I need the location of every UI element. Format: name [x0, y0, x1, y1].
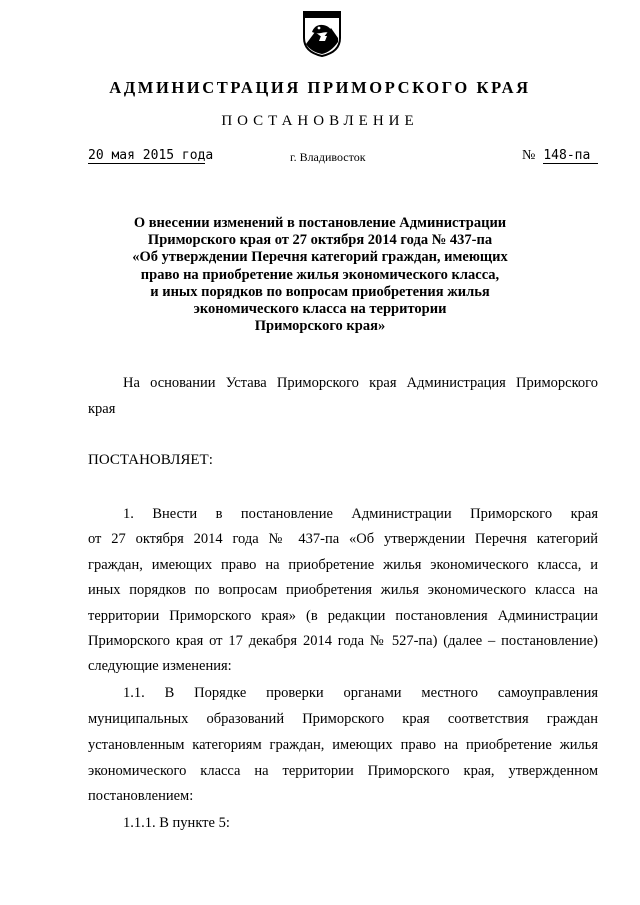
city: г. Владивосток: [290, 150, 366, 164]
title-line: право на приобретение жилья экономического класса,: [140, 266, 500, 283]
item-1-1-line: постановлением:: [88, 788, 194, 804]
item-1-1-line: 1.1. В Порядке проверки органами местного самоуправления: [123, 685, 598, 701]
title-line: Приморского края от 27 октября 2014 года № 437-па: [147, 232, 493, 249]
item-1-1-line: муниципальных образований Приморского края соответствия граждан: [88, 711, 598, 727]
document-date: [88, 148, 214, 164]
preamble-line: края: [88, 401, 116, 417]
title-line: экономического класса на территории: [193, 301, 447, 318]
item-1-line: от 27 октября 2014 года № 437-па «Об утверждении Перечня категорий: [88, 531, 598, 547]
title-line: «Об утверждении Перечня категорий граждан, имеющих: [132, 249, 508, 266]
item-1-1-line: экономического класса на территории Приморского края, утвержденном: [88, 763, 598, 779]
item-1-1-line: установленным категориям граждан, имеющих право на приобретение жилья: [88, 737, 598, 753]
date-value: 20 мая 2015 года: [88, 148, 214, 163]
resolves-heading: ПОСТАНОВЛЯЕТ:: [88, 452, 213, 468]
item-1-line: территории Приморского края» (в редакции постановления Администрации: [88, 608, 598, 624]
item-1-line: следующие изменения:: [88, 658, 232, 674]
preamble-line: На основании Устава Приморского края Администрация Приморского: [123, 375, 598, 391]
item-1-1-1: 1.1.1. В пункте 5:: [123, 815, 230, 831]
coat-of-arms-icon: [301, 8, 343, 58]
item-1-line: 1. Внести в постановление Администрации Приморского края: [123, 506, 598, 522]
title-line: и иных порядков по вопросам приобретения жилья: [150, 283, 490, 300]
item-1-line: иных порядков по вопросам приобретения жилья экономического класса на: [88, 582, 598, 598]
number-symbol: №: [522, 148, 536, 163]
organization-name: АДМИНИСТРАЦИЯ ПРИМОРСКОГО КРАЯ: [109, 78, 531, 97]
item-1-line: граждан, имеющих право на приобретение жилья экономического класса, и: [88, 557, 598, 573]
number-value: 148-па: [543, 148, 598, 164]
item-1-line: Приморского края от 17 декабря 2014 года № 527-па) (далее – постановление): [88, 633, 598, 649]
title-line: О внесении изменений в постановление Администрации: [133, 215, 507, 231]
title-line: Приморского края»: [254, 318, 386, 335]
document-title: [110, 215, 530, 335]
document-number: [522, 148, 598, 164]
document-type: ПОСТАНОВЛЕНИЕ: [221, 113, 419, 129]
